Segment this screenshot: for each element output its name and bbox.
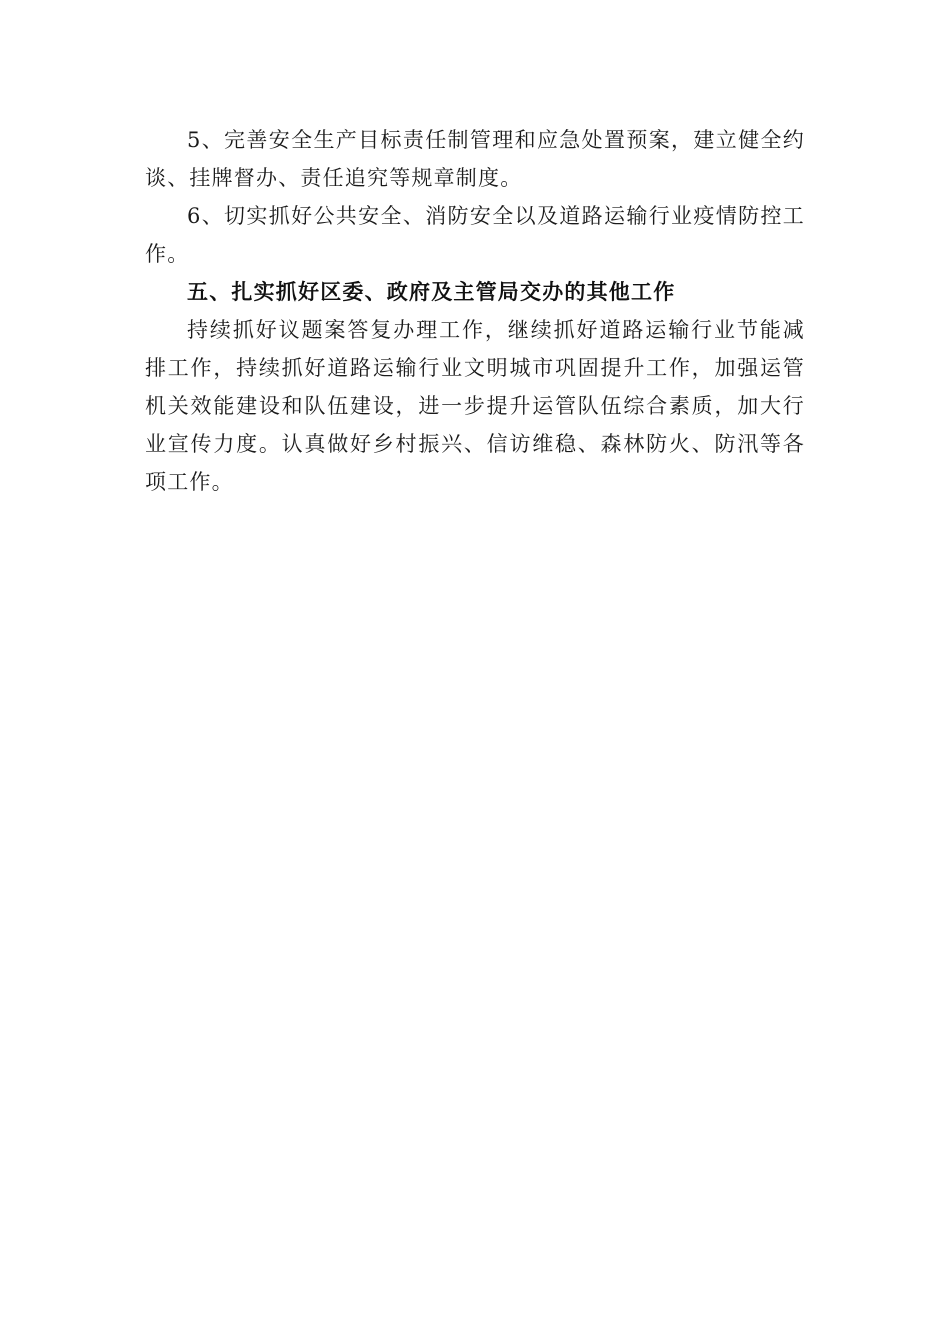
section-heading: 五、扎实抓好区委、政府及主管局交办的其他工作 [187, 280, 676, 304]
section-paragraph: 持续抓好议题案答复办理工作，继续抓好道路运输行业节能减排工作，持续抓好道路运输行业文明城市巩固提升工作，加强运管机关效能建设和队伍建设，进一步提升运管队伍综合素质，加大行业宣传力度。认真做好乡村振兴、信访维稳、森林防火、防汛等各项工作。 [145, 318, 805, 494]
list-item-5: 5、完善安全生产目标责任制管理和应急处置预案，建立健全约谈、挂牌督办、责任追究等规章制度。 [145, 128, 805, 190]
document-body [145, 121, 805, 501]
list-item-6: 6、切实抓好公共安全、消防安全以及道路运输行业疫情防控工作。 [145, 204, 805, 266]
